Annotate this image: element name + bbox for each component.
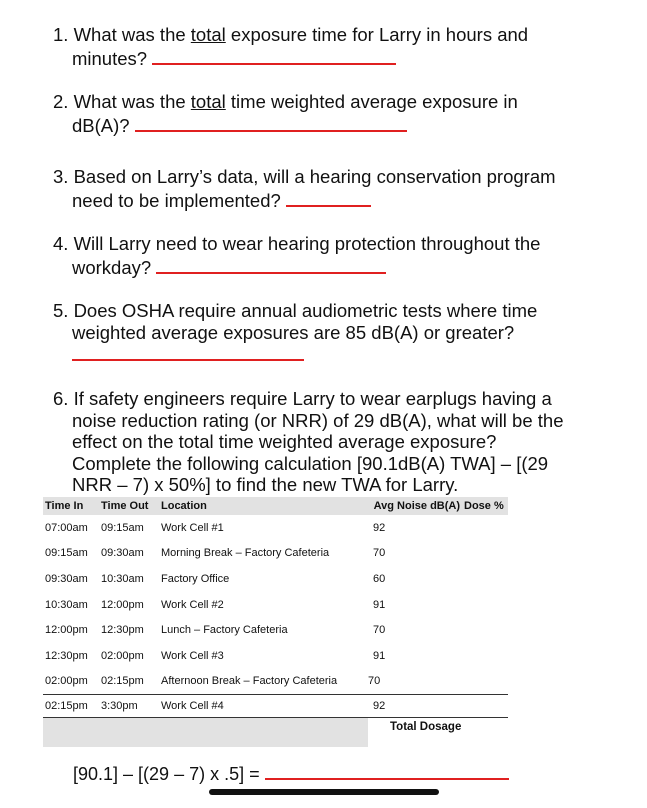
cell-avg-noise: 70 <box>373 547 386 560</box>
cell-dose[interactable] <box>462 566 508 592</box>
cell-location: Afternoon Break – Factory Cafeteria <box>161 675 338 688</box>
q1-text-pre: 1. What was the <box>53 24 191 45</box>
cell-time-in: 09:30am <box>45 572 88 585</box>
q1-answer-blank[interactable] <box>152 46 396 65</box>
cell-location: Work Cell #2 <box>161 598 224 611</box>
table-row <box>43 643 508 669</box>
cell-time-out: 12:30pm <box>101 624 144 637</box>
cell-location: Work Cell #3 <box>161 649 224 662</box>
question-1 <box>53 24 528 70</box>
cell-avg-noise: 60 <box>373 572 386 585</box>
home-indicator-bar[interactable] <box>209 789 439 795</box>
cell-time-out: 09:30am <box>101 547 144 560</box>
cell-time-out: 02:15pm <box>101 675 144 688</box>
cell-avg-noise: 91 <box>373 649 386 662</box>
q1-underlined-word: total <box>190 24 226 45</box>
cell-time-out: 02:00pm <box>101 649 144 662</box>
cell-dose[interactable] <box>462 669 508 695</box>
cell-dose[interactable] <box>462 643 508 669</box>
header-location: Location <box>161 500 207 512</box>
q2-underlined-word: total <box>190 91 226 112</box>
cell-avg-noise: 92 <box>373 521 386 534</box>
calculation-line <box>73 761 509 785</box>
cell-avg-noise: 70 <box>368 675 381 688</box>
q1-text-post: exposure time for Larry in hours and <box>225 24 529 45</box>
calculation-text: [90.1] – [(29 – 7) x .5] = <box>73 764 265 784</box>
q4-line2: workday? <box>72 257 157 278</box>
cell-time-out: 09:15am <box>101 521 144 534</box>
question-2 <box>53 91 518 137</box>
calculation-answer-blank[interactable] <box>265 761 509 780</box>
cell-avg-noise: 70 <box>373 624 386 637</box>
table-row <box>43 515 508 541</box>
header-time-in: Time In <box>45 500 84 512</box>
q2-text-post: time weighted average exposure in <box>225 91 518 112</box>
cell-time-out: 3:30pm <box>101 700 138 713</box>
q3-line2: need to be implemented? <box>72 190 286 211</box>
cell-time-in: 09:15am <box>45 547 88 560</box>
q2-text-pre: 2. What was the <box>53 91 191 112</box>
header-time-out: Time Out <box>101 500 149 512</box>
cell-location: Morning Break – Factory Cafeteria <box>161 547 330 560</box>
q4-answer-blank[interactable] <box>156 255 386 274</box>
cell-time-in: 10:30am <box>45 598 88 611</box>
q6-line5: NRR – 7) x 50%] to find the new TWA for Larry. <box>72 474 459 495</box>
total-shaded-cell <box>43 718 368 748</box>
cell-location: Work Cell #4 <box>161 700 224 713</box>
cell-time-out: 12:00pm <box>101 598 144 611</box>
q6-line3: effect on the total time weighted average exposure? <box>72 431 497 452</box>
question-3 <box>53 166 556 212</box>
cell-time-in: 12:00pm <box>45 624 88 637</box>
total-dosage-label: Total Dosage <box>390 721 462 734</box>
cell-dose[interactable] <box>462 592 508 618</box>
table-row <box>43 669 508 695</box>
cell-dose[interactable] <box>462 541 508 567</box>
q2-answer-blank[interactable] <box>135 113 407 132</box>
q6-line1: 6. If safety engineers require Larry to wear earplugs having a <box>53 388 552 409</box>
cell-time-in: 12:30pm <box>45 649 88 662</box>
q6-line2: noise reduction rating (or NRR) of 29 dB(A), what will be the <box>72 409 564 431</box>
question-5 <box>53 300 537 344</box>
cell-dose[interactable] <box>462 617 508 643</box>
cell-location: Factory Office <box>161 572 230 585</box>
total-row <box>43 718 508 748</box>
q5-answer-blank[interactable] <box>72 359 304 361</box>
cell-location: Work Cell #1 <box>161 521 224 534</box>
table-row <box>43 541 508 567</box>
noise-exposure-table <box>43 497 508 747</box>
q5-line2: weighted average exposures are 85 dB(A) or greater? <box>72 322 515 343</box>
cell-avg-noise: 92 <box>373 700 386 713</box>
table-header-row <box>43 497 508 515</box>
q3-line1: 3. Based on Larry’s data, will a hearing conservation program <box>53 166 556 187</box>
cell-time-in: 07:00am <box>45 521 88 534</box>
cell-time-in: 02:15pm <box>45 700 88 713</box>
q6-line4: Complete the following calculation [90.1dB(A) TWA] – [(29 <box>72 452 549 474</box>
header-avg-noise: Avg Noise dB(A) <box>373 500 460 512</box>
cell-dose[interactable] <box>462 695 508 718</box>
table-row <box>43 566 508 592</box>
q4-line1: 4. Will Larry need to wear hearing protection throughout the <box>53 233 541 254</box>
cell-avg-noise: 91 <box>373 598 386 611</box>
table-row <box>43 592 508 618</box>
question-4 <box>53 233 540 279</box>
q2-line2: dB(A)? <box>72 115 135 136</box>
table-row <box>43 695 508 718</box>
q1-line2: minutes? <box>72 48 153 69</box>
header-dose: Dose % <box>464 500 504 512</box>
q3-answer-blank[interactable] <box>286 188 371 207</box>
cell-dose[interactable] <box>462 515 508 541</box>
cell-location: Lunch – Factory Cafeteria <box>161 624 288 637</box>
q5-line1: 5. Does OSHA require annual audiometric tests where time <box>53 300 538 321</box>
question-6 <box>53 388 564 496</box>
table-row <box>43 617 508 643</box>
cell-time-out: 10:30am <box>101 572 144 585</box>
cell-time-in: 02:00pm <box>45 675 88 688</box>
